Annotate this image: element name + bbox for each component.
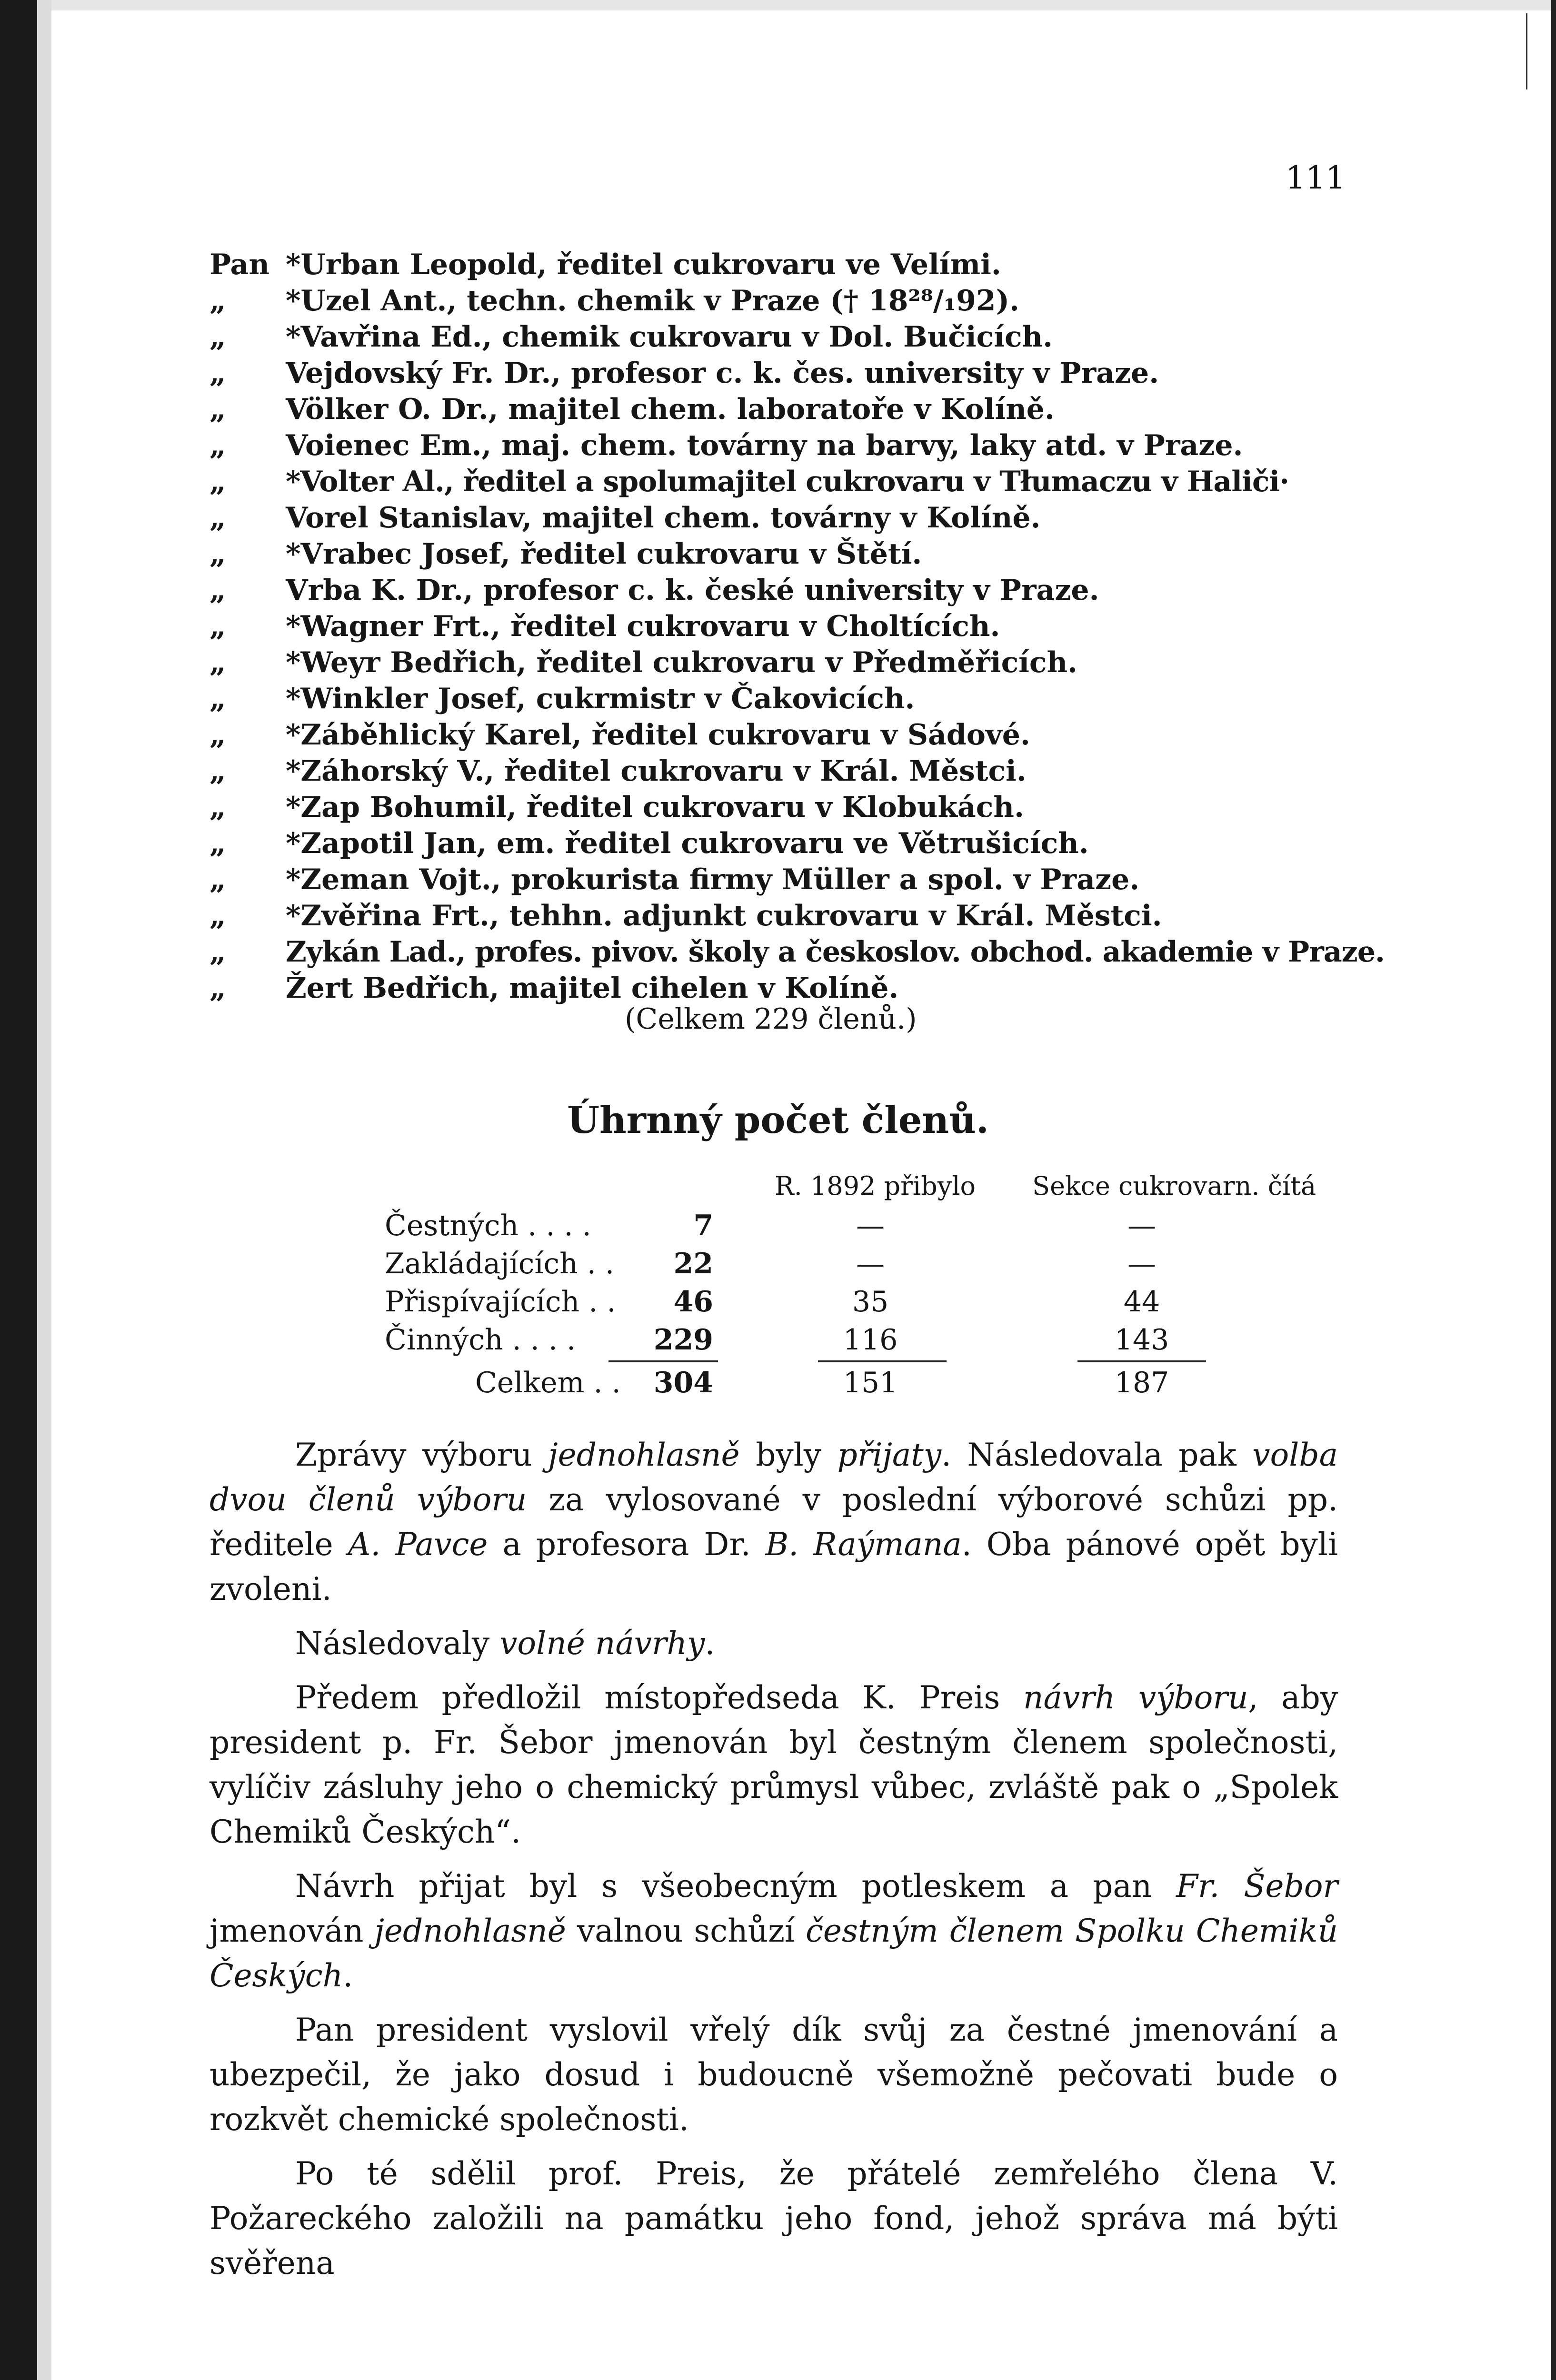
scan-corner-mark	[1526, 13, 1527, 89]
entry-prefix: „	[209, 393, 226, 426]
list-item	[209, 970, 1352, 1006]
row-label: Čestných . . . .	[385, 1209, 591, 1242]
table-row	[385, 1323, 1289, 1361]
total-added: 151	[843, 1366, 898, 1399]
sum-rule	[818, 1360, 947, 1362]
entry-prefix: „	[209, 537, 226, 571]
entry-text: Völker O. Dr., majitel chem. laboratoře v Kolíně.	[286, 393, 1055, 426]
list-item	[209, 934, 1385, 970]
entry-text: Zykán Lad., profes. pivov. školy a českoslov. obchod. akademie v Praze.	[286, 935, 1385, 969]
row-value: 22	[673, 1247, 713, 1280]
row-added: 116	[843, 1323, 898, 1357]
entry-text: *Uzel Ant., techn. chemik v Praze († 18²⁸/₁92).	[286, 284, 1019, 317]
member-total: (Celkem 229 členů.)	[625, 1002, 917, 1036]
entry-text: *Záběhlický Karel, ředitel cukrovaru v Sádové.	[286, 718, 1030, 752]
entry-text: Vorel Stanislav, majitel chem. továrny v Kolíně.	[286, 501, 1041, 535]
entry-text: *Urban Leopold, ředitel cukrovaru ve Velími.	[286, 248, 1001, 281]
entry-prefix: „	[209, 646, 226, 679]
column-header-sugar-section: Sekce cukrovarn. čítá	[1032, 1171, 1317, 1201]
table-row	[385, 1285, 1289, 1323]
entry-prefix: „	[209, 827, 226, 860]
total-label: Celkem . .	[475, 1366, 621, 1399]
list-item	[209, 608, 1352, 645]
list-item	[209, 355, 1352, 391]
list-item	[209, 898, 1352, 934]
paragraph: Následovaly volné návrhy.	[295, 1625, 715, 1662]
total-section: 187	[1114, 1366, 1169, 1399]
row-label: Zakládajících . .	[385, 1247, 615, 1280]
paragraph: Pan president vyslovil vřelý dík svůj za čestné jmenování a ubezpečil, že jako dosud i budoucně všemožně pečovati bude o rozkvět chemické společnosti.	[209, 2012, 1338, 2138]
entry-text: *Wagner Frt., ředitel cukrovaru v Choltících.	[286, 610, 1000, 643]
row-added: —	[856, 1247, 885, 1280]
entry-prefix: „	[209, 791, 226, 824]
list-item	[209, 753, 1352, 789]
entry-prefix: „	[209, 899, 226, 932]
list-item	[209, 825, 1352, 862]
row-value: 7	[693, 1209, 713, 1242]
entry-text: *Zvěřina Frt., tehhn. adjunkt cukrovaru v Král. Městci.	[286, 899, 1162, 932]
list-item	[209, 500, 1352, 536]
row-value: 229	[653, 1323, 713, 1357]
list-item	[209, 572, 1352, 608]
total-value: 304	[653, 1366, 713, 1399]
table-row	[385, 1247, 1289, 1285]
row-added: —	[856, 1209, 885, 1242]
entry-text: *Weyr Bedřich, ředitel cukrovaru v Předměřicích.	[286, 646, 1077, 679]
row-label: Činných . . . .	[385, 1323, 576, 1357]
row-value: 46	[673, 1285, 713, 1319]
scan-top-edge	[51, 0, 1556, 10]
row-section: 143	[1114, 1323, 1169, 1357]
paragraph: Návrh přijat byl s všeobecným potleskem a pan Fr. Šebor jmenován jednohlasně valnou schůzí čestným členem Spolku Chemiků Českých.	[209, 1868, 1338, 1994]
entry-text: Vejdovský Fr. Dr., profesor c. k. čes. university v Praze.	[286, 357, 1159, 390]
entry-prefix: Pan	[209, 248, 270, 281]
entry-text: *Vavřina Ed., chemik cukrovaru v Dol. Bučicích.	[286, 320, 1053, 354]
paragraph: Zprávy výboru jednohlasně byly přijaty. Následovala pak volba dvou členů výboru za vylosované v poslední výborové schůzi pp. ředitele A. Pavce a profesora Dr. B. Raýmana. Oba pánové opět byli zvoleni.	[209, 1437, 1338, 1607]
entry-prefix: „	[209, 320, 226, 354]
entry-prefix: „	[209, 863, 226, 896]
page-number: 111	[1286, 159, 1346, 196]
entry-prefix: „	[209, 357, 226, 390]
row-added: 35	[852, 1285, 889, 1319]
entry-text: Voienec Em., maj. chem. továrny na barvy, laky atd. v Praze.	[286, 429, 1243, 462]
list-item	[209, 247, 1352, 283]
list-item	[209, 862, 1352, 898]
entry-prefix: „	[209, 465, 226, 498]
entry-text: *Winkler Josef, cukrmistr v Čakovicích.	[286, 682, 915, 715]
scan-gutter	[37, 0, 51, 2380]
entry-prefix: „	[209, 682, 226, 715]
list-item	[209, 789, 1352, 825]
entry-prefix: „	[209, 574, 226, 607]
entry-text: Žert Bedřich, majitel cihelen v Kolíně.	[286, 972, 899, 1005]
entry-text: *Volter Al., ředitel a spolumajitel cukrovaru v Tłumaczu v Haliči·	[286, 465, 1289, 498]
row-label: Přispívajících . .	[385, 1285, 616, 1319]
sum-rule	[1077, 1360, 1206, 1362]
row-section: —	[1127, 1247, 1156, 1280]
entry-text: *Záhorský V., ředitel cukrovaru v Král. Městci.	[286, 754, 1027, 788]
entry-prefix: „	[209, 284, 226, 317]
list-item	[209, 319, 1352, 355]
list-item	[209, 283, 1352, 319]
row-section: —	[1127, 1209, 1156, 1242]
scan-right-edge	[1551, 0, 1556, 2380]
row-section: 44	[1123, 1285, 1160, 1319]
sum-rule	[608, 1360, 718, 1362]
entry-text: *Zeman Vojt., prokurista firmy Müller a spol. v Praze.	[286, 863, 1140, 896]
table-total-row	[385, 1366, 1289, 1404]
list-item	[209, 645, 1352, 681]
summary-heading: Úhrnný počet členů.	[567, 1099, 989, 1142]
entry-text: *Zap Bohumil, ředitel cukrovaru v Klobukách.	[286, 791, 1024, 824]
list-item	[209, 536, 1352, 572]
entry-prefix: „	[209, 935, 226, 969]
table-row	[385, 1209, 1289, 1247]
entry-text: *Vrabec Josef, ředitel cukrovaru v Štětí.	[286, 537, 922, 571]
entry-prefix: „	[209, 429, 226, 462]
list-item	[209, 427, 1352, 464]
paragraph: Předem předložil místopředseda K. Preis návrh výboru, aby president p. Fr. Šebor jmenován byl čestným členem společnosti, vylíčiv zásluhy jeho o chemický průmysl vůbec, zvláště pak o „Spolek Chemiků Českých“.	[209, 1679, 1338, 1850]
list-item	[209, 717, 1352, 753]
entry-text: *Zapotil Jan, em. ředitel cukrovaru ve Větrušicích.	[286, 827, 1089, 860]
member-list	[209, 247, 1385, 1006]
entry-text: Vrba K. Dr., profesor c. k. české university v Praze.	[286, 574, 1099, 607]
entry-prefix: „	[209, 754, 226, 788]
list-item	[209, 681, 1352, 717]
paragraph: Po té sdělil prof. Preis, že přátelé zemřelého člena V. Požareckého založili na památku jeho fond, jehož správa má býti svěřena	[209, 2155, 1338, 2281]
minutes-text	[209, 1433, 1338, 2295]
list-item	[209, 464, 1352, 500]
scan-left-edge	[0, 0, 37, 2380]
entry-prefix: „	[209, 501, 226, 535]
entry-prefix: „	[209, 972, 226, 1005]
entry-prefix: „	[209, 610, 226, 643]
entry-prefix: „	[209, 718, 226, 752]
column-header-added-1892: R. 1892 přibylo	[774, 1171, 976, 1201]
list-item	[209, 391, 1352, 427]
